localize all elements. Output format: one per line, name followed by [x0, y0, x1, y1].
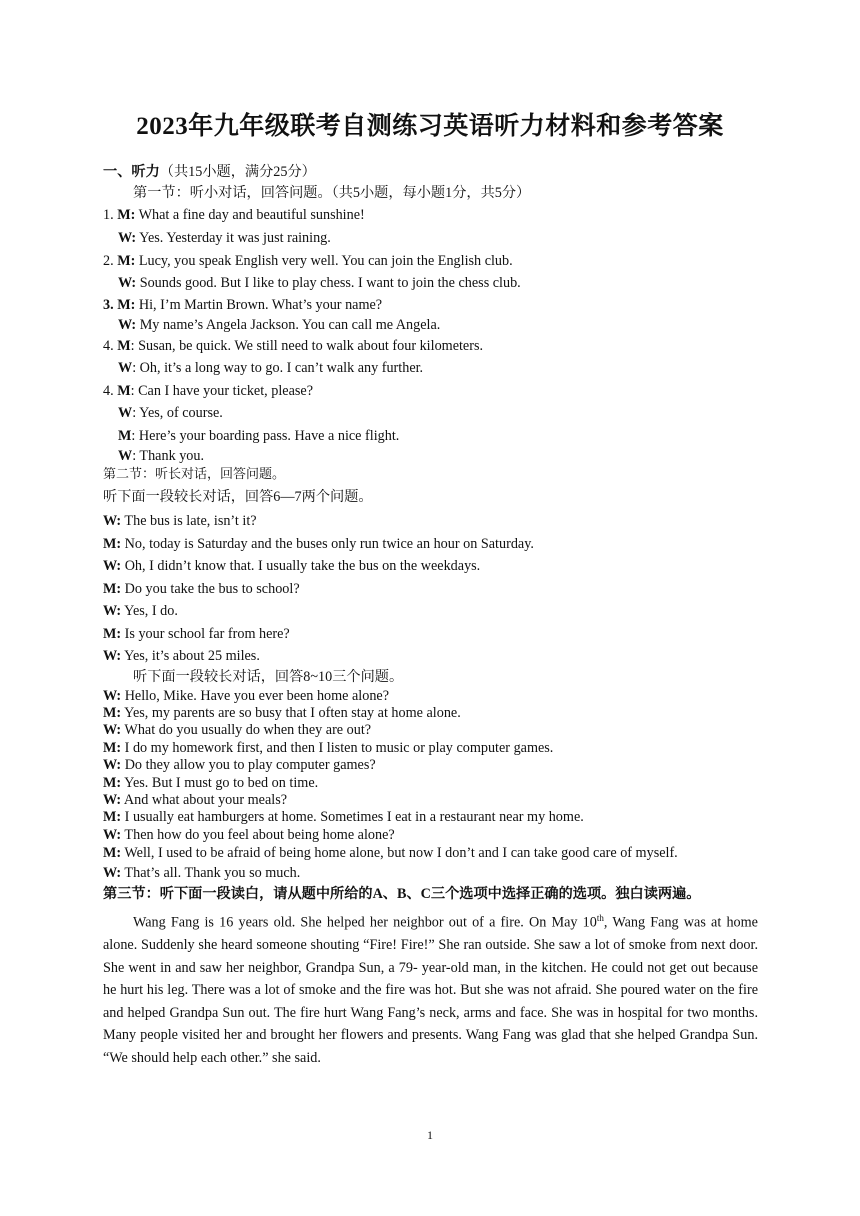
page-number: 1 [427, 1128, 433, 1142]
page-title: 2023年九年级联考自测练习英语听力材料和参考答案 [136, 113, 724, 140]
dialog-line: M: Yes. But I must go to bed on time. [103, 775, 319, 791]
dialog-line: W: Yes, I do. [103, 603, 178, 619]
dialog-line: W: What do you usually do when they are out? [103, 722, 372, 738]
dialog-line: M: I do my homework first, and then I listen to music or play computer games. [103, 740, 554, 756]
part3-heading: 第三节：听下面一段读白，请从题中所给的A、B、C三个选项中选择正确的选项。独白读两遍。 [103, 886, 701, 902]
dialog-line: W: Thank you. [118, 448, 205, 464]
dialog-line: W: Do they allow you to play computer games? [103, 757, 376, 773]
dialog-line: W: Then how do you feel about being home alone? [103, 827, 395, 843]
dialog-line: W: Yes, it’s about 25 miles. [103, 648, 260, 664]
dialog-line: M: No, today is Saturday and the buses only run twice an hour on Saturday. [103, 536, 534, 552]
dialog-line: 4. M: Susan, be quick. We still need to walk about four kilometers. [103, 338, 484, 354]
dialog-line: W: Hello, Mike. Have you ever been home alone? [103, 688, 390, 704]
dialog-line: 2. M: Lucy, you speak English very well. You can join the English club. [103, 253, 513, 269]
dialog-line: W: And what about your meals? [103, 792, 288, 808]
part1-heading: 第一节：听小对话，回答问题。（共5小题，每小题1分，共5分） [133, 185, 531, 201]
dialog-line: W: Yes. Yesterday it was just raining. [118, 230, 331, 246]
dialog-line: M: Is your school far from here? [103, 626, 290, 642]
long1-intro: 听下面一段较长对话，回答6—7两个问题。 [103, 489, 373, 505]
section-heading-label: 一、听力 [103, 164, 160, 180]
dialog-line: W: My name’s Angela Jackson. You can call me Angela. [118, 317, 441, 333]
dialog-line: M: Here’s your boarding pass. Have a nice flight. [118, 428, 400, 444]
dialog-line: W: Oh, it’s a long way to go. I can’t walk any further. [118, 360, 424, 376]
dialog-line: W: The bus is late, isn’t it? [103, 513, 257, 529]
dialog-line: 4. M: Can I have your ticket, please? [103, 383, 313, 399]
section-heading-note: （共15小题，满分25分） [159, 164, 316, 180]
dialog-line: W: That’s all. Thank you so much. [103, 865, 301, 881]
dialog-line: W: Sounds good. But I like to play chess. I want to join the chess club. [118, 275, 521, 291]
part2-heading: 第二节：听长对话，回答问题。 [103, 467, 286, 482]
dialog-line: W: Oh, I didn’t know that. I usually take the bus on the weekdays. [103, 558, 481, 574]
long2-intro: 听下面一段较长对话，回答8~10三个问题。 [133, 669, 404, 685]
dialog-line: M: Well, I used to be afraid of being home alone, but now I don’t and I can take good care of myself. [103, 845, 678, 861]
dialog-line: M: I usually eat hamburgers at home. Sometimes I eat in a restaurant near my home. [103, 809, 584, 825]
dialog-line: 1. M: What a fine day and beautiful sunshine! [103, 207, 365, 223]
passage: Wang Fang is 16 years old. She helped her neighbor out of a fire. On May 10th, Wang Fang was at home alone. Suddenly she heard someone shouting “Fire! Fire!” She ran outside. She saw a lot of smoke from next door. She went in and saw her neighbor, Grandpa Sun, a 79- year-old man, in the kitchen. He could not get out because he hurt his leg. There was a lot of smoke and the fire was hot. But she was not afraid. She poured water on the fire and helped Grandpa Sun out. The fire hurt Wang Fang’s neck, arms and face. She was in hospital for two months. Many people visited her and brought her flowers and presents. Wang Fang was glad that she helped Grandpa Sun. “We should help each other.” she said. [103, 913, 758, 1066]
dialog-line: 3. M: Hi, I’m Martin Brown. What’s your name? [103, 297, 383, 313]
section-heading [103, 164, 316, 181]
dialog-line: M: Yes, my parents are so busy that I often stay at home alone. [103, 705, 461, 721]
dialog-line: M: Do you take the bus to school? [103, 581, 300, 597]
dialog-line: W: Yes, of course. [118, 405, 223, 421]
